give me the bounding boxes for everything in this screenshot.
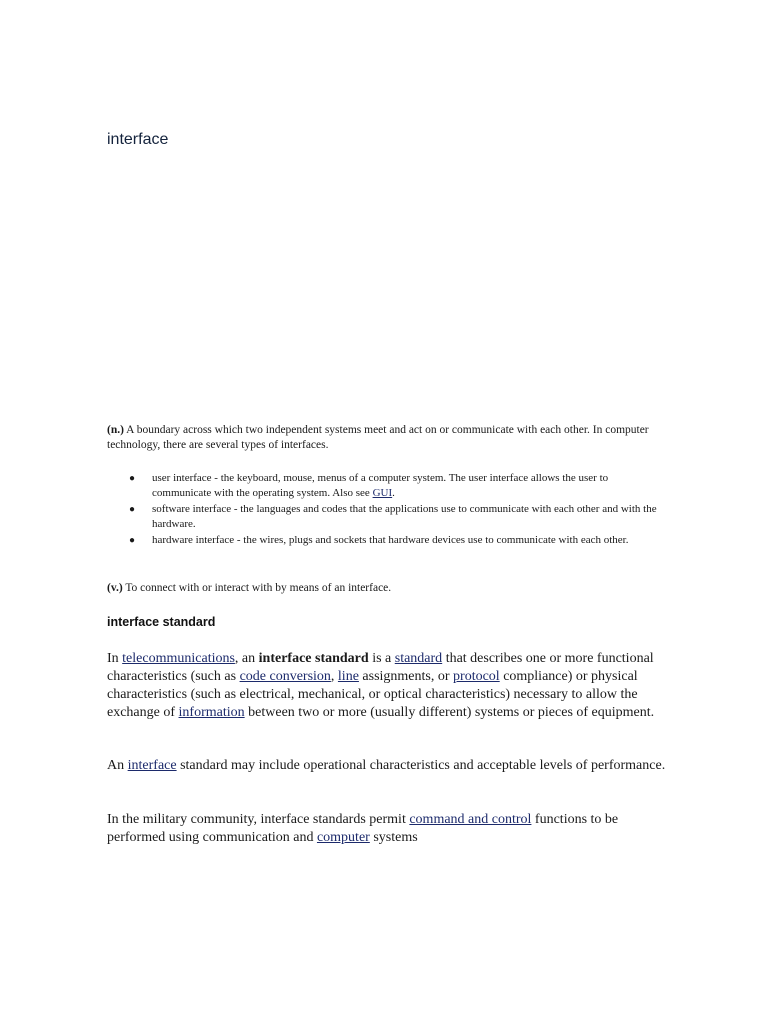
noun-tag: (n.)	[107, 424, 124, 436]
list-item	[107, 502, 667, 532]
telecommunications-link[interactable]: telecommunications	[122, 651, 235, 666]
text-run: is a	[368, 651, 395, 666]
text-run: that describes one or more functional characteristics (such as	[107, 651, 654, 684]
text-run: In the military community, interface standards permit	[107, 812, 410, 827]
paragraph-operational	[107, 757, 667, 775]
list-item-text-end: .	[392, 487, 395, 499]
verb-definition	[107, 581, 667, 596]
paragraph-military	[107, 811, 667, 847]
text-run: assignments, or	[358, 669, 454, 684]
list-item-text: software interface - the languages and codes that the applications use to communicate with each other and with the hardware.	[152, 503, 657, 530]
noun-definition-text: A boundary across which two independent systems meet and act on or communicate with each other. In computer technology, there are several types of interfaces.	[107, 424, 649, 451]
section-heading: interface standard	[107, 615, 216, 629]
text-run: , an	[234, 651, 259, 666]
text-run: In	[107, 651, 123, 666]
interface-types-list	[107, 471, 667, 549]
text-run: An	[107, 758, 128, 773]
paragraph-interface-standard	[107, 650, 667, 722]
bullet-icon: ●	[129, 504, 136, 515]
computer-link[interactable]: computer	[316, 830, 370, 845]
line-link[interactable]: line	[337, 669, 359, 684]
gui-link[interactable]: GUI	[372, 487, 393, 499]
text-run: between two or more (usually different) systems or pieces of equipment.	[244, 705, 655, 720]
text-run: functions to be performed using communication and	[107, 812, 619, 845]
interface-link[interactable]: interface	[127, 758, 177, 773]
noun-definition	[107, 423, 667, 453]
bold-term: interface standard	[258, 651, 369, 666]
code-conversion-link[interactable]: code conversion	[239, 669, 331, 684]
page-title: interface	[107, 131, 169, 148]
standard-link[interactable]: standard	[394, 651, 443, 666]
verb-tag: (v.)	[107, 582, 123, 594]
list-item-text: hardware interface - the wires, plugs and sockets that hardware devices use to communicate with each other.	[152, 534, 629, 546]
list-item-text: user interface - the keyboard, mouse, menus of a computer system. The user interface allows the user to communicate with the operating system. Also see	[152, 472, 609, 499]
list-item	[107, 471, 667, 501]
protocol-link[interactable]: protocol	[453, 669, 500, 684]
bullet-icon: ●	[129, 473, 136, 484]
text-run: compliance) or physical characteristics (such as electrical, mechanical, or optical characteristics) necessary to allow the exchange of	[107, 669, 638, 720]
verb-definition-text: To connect with or interact with by means of an interface.	[122, 582, 392, 594]
bullet-icon: ●	[129, 535, 136, 546]
information-link[interactable]: information	[178, 705, 245, 720]
text-run: ,	[330, 669, 338, 684]
command-and-control-link[interactable]: command and control	[409, 812, 532, 827]
text-run: systems	[369, 830, 418, 845]
list-item	[107, 533, 667, 548]
text-run: standard may include operational characteristics and acceptable levels of performance.	[176, 758, 666, 773]
